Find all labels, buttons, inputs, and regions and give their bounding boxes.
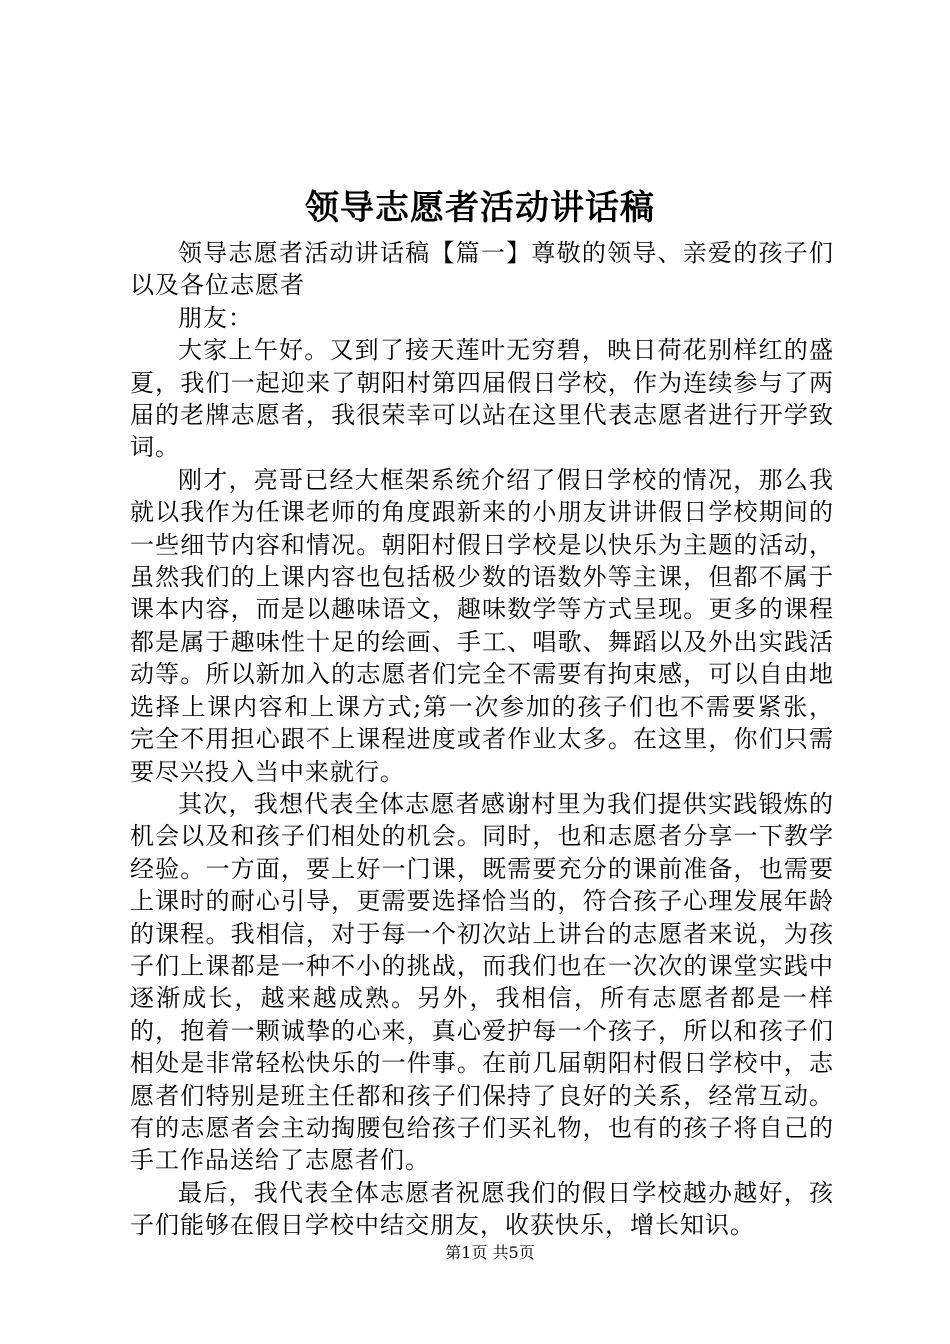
paragraph-school-intro: 刚才，亮哥已经大框架系统介绍了假日学校的情况，那么我就以我作为任课老师的角度跟新来的小朋友讲讲假日学校期间的一些细节内容和情况。朝阳村假日学校是以快乐为主题的活动，虽然我们的上课内容也包括极少数的语数外等主课，但都不属于课本内容，而是以趣味语文，趣味数学等方式呈现。更多的课程都是属于趣味性十足的绘画、手工、唱歌、舞蹈以及外出实践活动等。所以新加入的志愿者们完全不需要有拘束感，可以自由地选择上课内容和上课方式;第一次参加的孩子们也不需要紧张，完全不用担心跟不上课程进度或者作业太多。在这里，你们只需要尽兴投入当中来就行。 (130, 465, 834, 786)
paragraph-intro: 领导志愿者活动讲话稿【篇一】尊敬的领导、亲爱的孩子们以及各位志愿者 (130, 239, 834, 300)
paragraph-greeting: 朋友： (178, 303, 253, 332)
paragraph-thanks: 其次，我想代表全体志愿者感谢村里为我们提供实践锻炼的机会以及和孩子们相处的机会。同时，也和志愿者分享一下教学经验。一方面，要上好一门课，既需要充分的课前准备，也需要上课时的耐心引导，更需要选择恰当的，符合孩子心理发展年龄的课程。我相信，对于每一个初次站上讲台的志愿者来说，为孩子们上课都是一种不小的挑战，而我们也在一次次的课堂实践中逐渐成长，越来越成熟。另外，我相信，所有志愿者都是一样的，抱着一颗诚挚的心来，真心爱护每一个孩子，所以和孩子们相处是非常轻松快乐的一件事。在前几届朝阳村假日学校中，志愿者们特别是班主任都和孩子们保持了良好的关系，经常互动。有的志愿者会主动掏腰包给孩子们买礼物，也有的孩子将自己的手工作品送给了志愿者们。 (130, 789, 834, 1175)
paragraph-opening: 大家上午好。又到了接天莲叶无穷碧，映日荷花别样红的盛夏，我们一起迎来了朝阳村第四届假日学校，作为连续参与了两届的老牌志愿者，我很荣幸可以站在这里代表志愿者进行开学致词。 (130, 336, 834, 462)
paragraph-closing: 最后，我代表全体志愿者祝愿我们的假日学校越办越好，孩子们能够在假日学校中结交朋友，收获快乐，增长知识。 (130, 1178, 834, 1240)
document-body (130, 237, 834, 1242)
document-title: 领导志愿者活动讲话稿 (305, 188, 655, 228)
page-footer: 第1页 共5页 (445, 1243, 535, 1262)
